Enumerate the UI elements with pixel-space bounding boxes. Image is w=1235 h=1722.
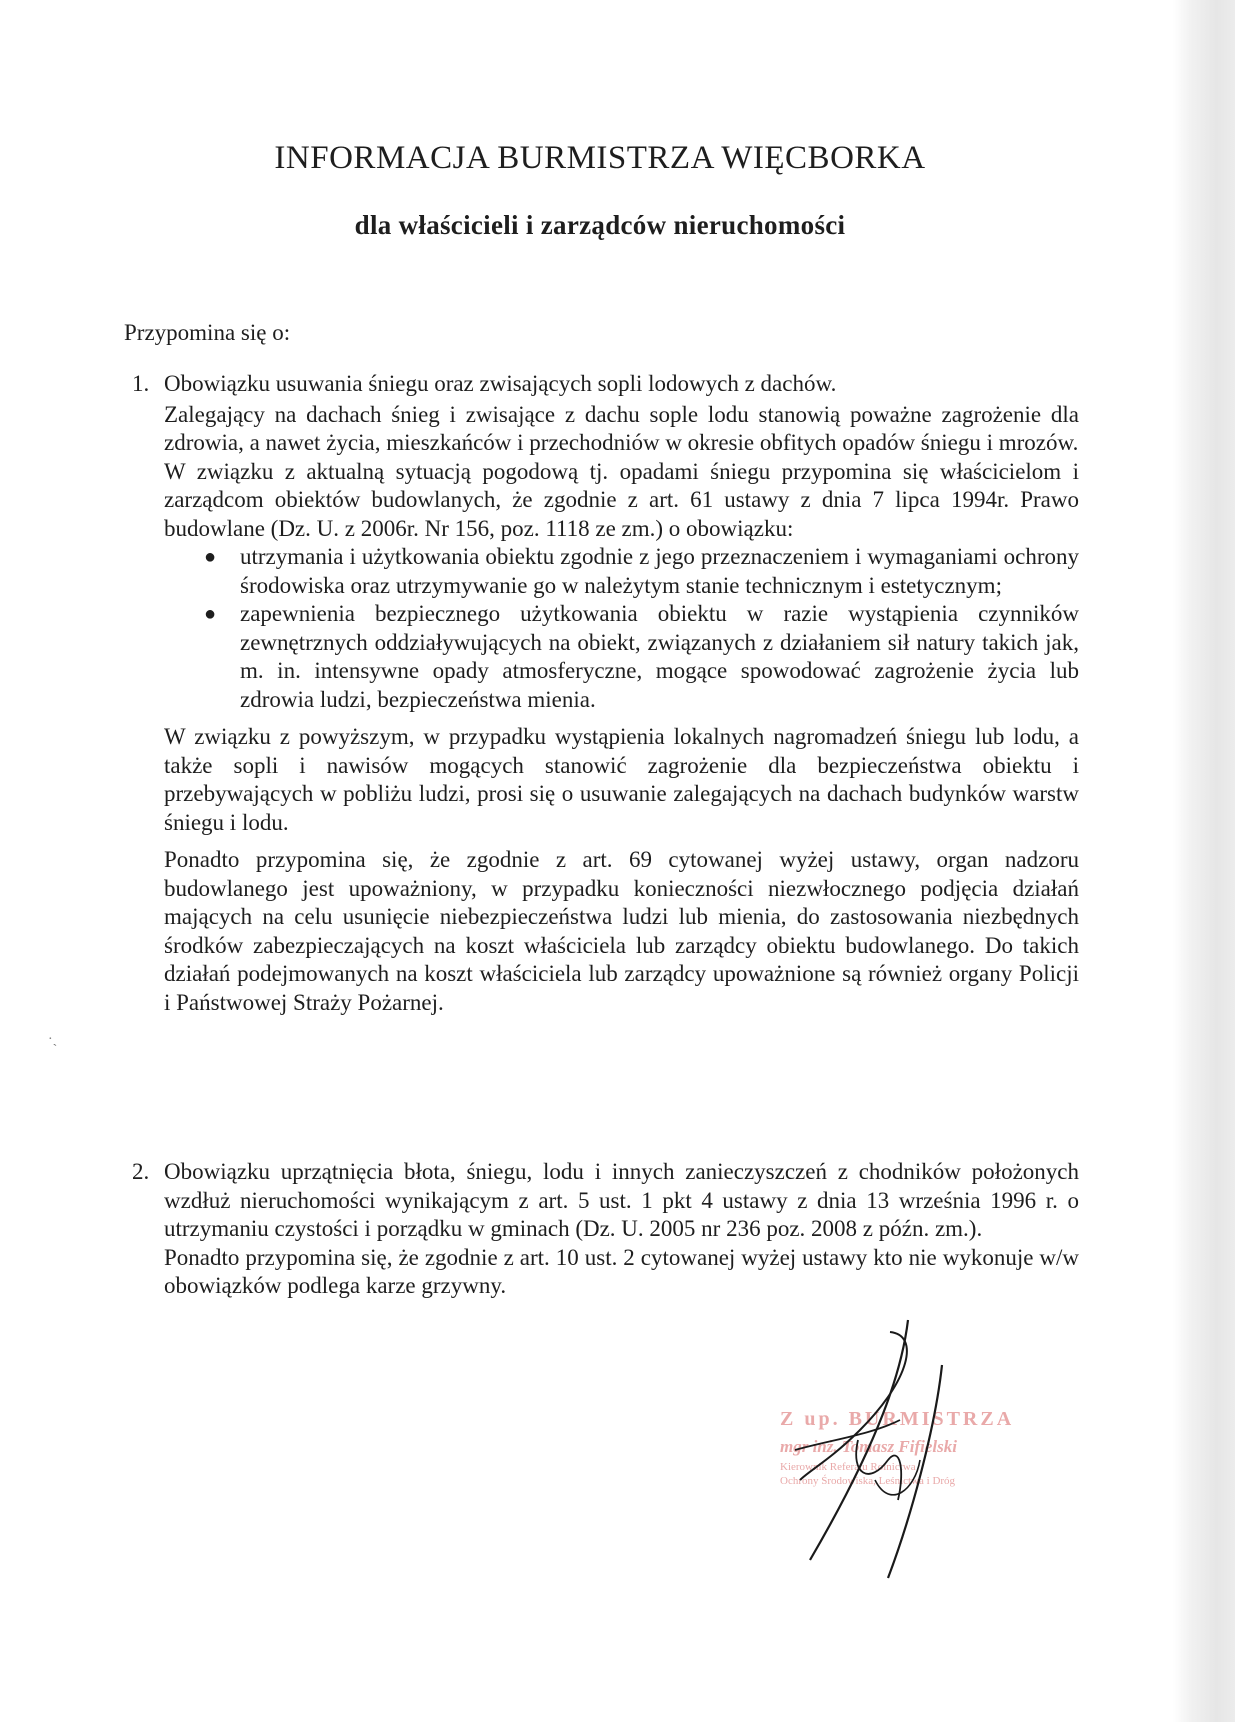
signature-icon [770,1310,1050,1590]
item-paragraph-1: Zalegający na dachach śnieg i zwisające z dachu sople lodu stanowią poważne zagrożenie dla zdrowia, a nawet życia, mieszkańców i przechodniów w okresie obfitych opadów śniegu i mrozów. [164,401,1079,455]
document-title: INFORMACJA BURMISTRZA WIĘCBORKA [274,140,926,176]
stamp-line-1: Z up. BURMISTRZA [780,1408,1015,1430]
scan-edge-shadow [1173,0,1235,1722]
intro-text: Przypomina się o: [124,320,291,345]
item-number: 1. [132,371,150,396]
item-number: 2. [132,1159,150,1184]
list-item-2 [124,1158,1079,1301]
bullet-item [164,600,1079,714]
document-subtitle: dla właścicieli i zarządców nieruchomości [354,210,846,240]
bullet-item [164,543,1079,600]
bullet-icon: ● [204,603,217,625]
bullet-text: utrzymania i użytkowania obiektu zgodnie z jego przeznaczeniem i wymaganiami ochrony środowiska oraz utrzymywanie go w należytym stanie technicznym i estetycznym; [240,544,1079,598]
stamp-line-2: mgr inż. Tomasz Fifielski [780,1437,957,1456]
item-paragraph-3: W związku z powyższym, w przypadku wystąpienia lokalnych nagromadzeń śniegu lub lodu, a także sopli i nawisów mogących stanowić zagrożenie dla bezpieczeństwa obiektu i przebywających w pobliżu ludzi, prosi się o usuwanie zalegających na dachach budynków warstw śniegu i lodu. [164,724,1079,835]
item-paragraph-2: W związku z aktualną sytuacją pogodową tj. opadami śniegu przypomina się właścicielom i zarządcom obiektów budowlanych, że zgodnie z art. 61 ustawy z dnia 7 lipca 1994r. Prawo budowlane (Dz. U. z 2006r. Nr 156, poz. 1118 ze zm.) o obowiązku: [164,458,1079,541]
stamp-line-3: Kierownik Referatu Rolnictwa [780,1461,916,1473]
item-lead: Obowiązku uprzątnięcia błota, śniegu, lodu i innych zanieczyszczeń z chodników położonych wzdłuż nieruchomości wynikającym z art. 5 ust. 1 pkt 4 ustawy z dnia 13 września 1996 r. o utrzymaniu czystości i porządku w gminach (Dz. U. 2005 nr 236 poz. 2008 z późn. zm.). [164,1159,1079,1241]
item-body [164,370,1079,1017]
item-lead: Obowiązku usuwania śniegu oraz zwisających sopli lodowych z dachów. [164,371,837,396]
item-body [164,1158,1079,1301]
list-item-1 [124,370,1079,1017]
bullet-icon: ● [204,546,217,568]
item-paragraph-4: Ponadto przypomina się, że zgodnie z art. 69 cytowanej wyżej ustawy, organ nadzoru budowlanego jest upoważniony, w przypadku konieczności niezwłocznego podjęcia działań mających na celu usunięcie niebezpieczeństwa ludzi lub mienia, do zastosowania niezbędnych środków zabezpieczających na koszt właściciela lub zarządcy obiektu budowlanego. Do takich działań podejmowanych na koszt właściciela lub zarządcy upoważnione są również organy Policji i Państwowej Straży Pożarnej. [164,847,1079,1015]
item-paragraph-1: Ponadto przypomina się, że zgodnie z art. 10 ust. 2 cytowanej wyżej ustawy kto nie wykonuje w/w obowiązków podlega karze grzywny. [164,1244,1079,1298]
bullet-text: zapewnienia bezpiecznego użytkowania obiektu w razie wystąpienia czynników zewnętrznych oddziaływujących na obiekt, związanych z działaniem sił natury takich jak, m. in. intensywne opady atmosferyczne, mogące spowodować zagrożenie życia lub zdrowia ludzi, bezpieczeństwa mienia. [240,601,1079,712]
scan-artifact: ·ˏ [48,1032,58,1047]
stamp-line-4: Ochrony Środowiska, Leśnictwa i Dróg [780,1475,956,1487]
obligations-list [164,543,1079,714]
